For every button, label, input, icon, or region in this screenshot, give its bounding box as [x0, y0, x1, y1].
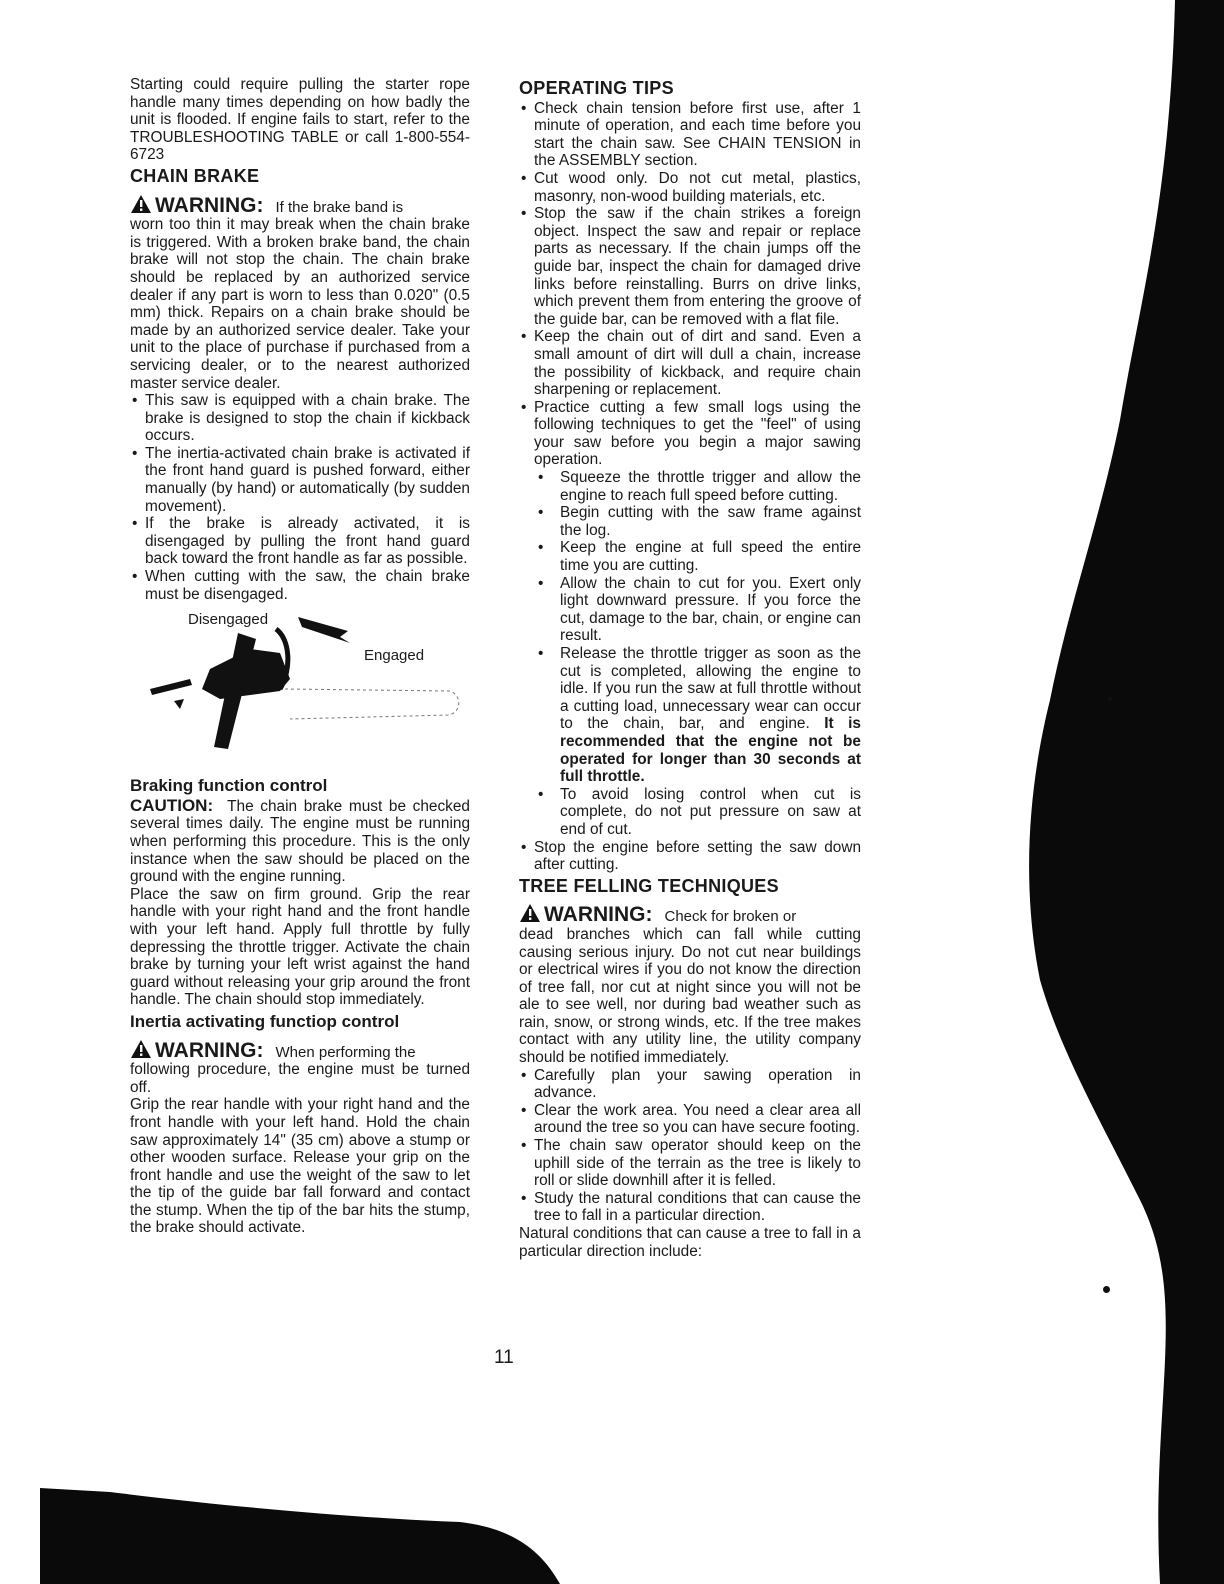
- chainsaw-illustration: [130, 609, 470, 769]
- operating-bullets: [519, 100, 861, 469]
- release-bold: It is recommended that the engine not be operated for longer than 30 seconds at full throttle.: [560, 715, 861, 786]
- scan-dot: [1103, 1286, 1110, 1293]
- scan-dot-small: [1108, 697, 1112, 701]
- chain-brake-heading: CHAIN BRAKE: [130, 165, 260, 186]
- warning-body: dead branches which can fall while cutting causing serious injury. Do not cut near buildings or electrical wires if you do not know the direction of tree fall, nor cut at night since you will not be ale to see well, nor during bad weather such as rain, snow, or strong winds, etc. If the tree makes contact with any utility line, the utility company should be notified immediately.: [519, 925, 861, 1067]
- list-item: • Keep the chain out of dirt and sand. Even a small amount of dirt will dull a chain, increase the possibility of kickback, and require chain sharpening or replacement.: [519, 328, 861, 398]
- warning-triangle-icon: [519, 903, 541, 923]
- intro-paragraph: Starting could require pulling the starter rope handle many times depending on how badly the unit is flooded. If engine fails to start, refer to the TROUBLESHOOTING TABLE or call 1-800-554-6723: [130, 76, 470, 164]
- list-item: • Study the natural conditions that can cause the tree to fall in a particular direction.: [519, 1190, 861, 1225]
- warning-inertia: [130, 1039, 470, 1062]
- grip-paragraph: Grip the rear handle with your right hand and the front handle with your left hand. Hold the chain saw approximately 14" (35 cm) above a stump or other wooden surface. Release your grip on the front handle and use the weight of the saw to let the tip of the guide bar fall forward and contact the stump. When the tip of the bar hits the stump, the brake should activate.: [130, 1096, 470, 1237]
- inertia-heading: Inertia activating functiop control: [130, 1011, 400, 1031]
- caution-body: The chain brake must be checked several times daily. The engine must be running when performing this procedure. This is the only instance when the saw should be placed on the ground with the engine running.: [130, 797, 470, 886]
- right-column: [519, 76, 861, 1260]
- list-item: • Check chain tension before first use, after 1 minute of operation, and each time before you start the chain saw. See CHAIN TENSION in the ASSEMBLY section.: [519, 100, 861, 170]
- list-item: • Practice cutting a few small logs using the following techniques to get the "feel" of using your saw before you begin a major sawing operation.: [519, 399, 861, 469]
- arrow-icon: [298, 617, 350, 643]
- stop-bullet: [519, 839, 861, 874]
- scan-edge-bottom: [40, 1488, 560, 1584]
- technique-sub-bullets: [535, 469, 861, 838]
- warning-lead: If the brake band is: [275, 198, 404, 216]
- list-item: • The chain saw operator should keep on the uphill side of the terrain as the tree is likely to roll or slide downhill after it is felled.: [519, 1137, 861, 1190]
- list-item: • If the brake is already activated, it is disengaged by pulling the front hand guard back toward the front handle as far as possible.: [130, 515, 470, 568]
- warning-lead: When performing the: [275, 1043, 416, 1061]
- braking-heading: Braking function control: [130, 776, 328, 796]
- chain-brake-bullets: [130, 392, 470, 603]
- release-text: Release the throttle trigger as soon as the cut is completed, allowing the engine to idle. If you run the saw at full throttle without a cutting load, unnecessary wear can occur to the chain, bar, and engine.: [560, 645, 861, 733]
- warning-chain-brake: [130, 194, 470, 217]
- list-item: • When cutting with the saw, the chain brake must be disengaged.: [130, 568, 470, 603]
- guide-bar: [285, 689, 459, 719]
- scan-edge-right: [1000, 0, 1224, 1584]
- list-item: • Keep the engine at full speed the entire time you are cutting.: [535, 539, 861, 574]
- list-item: • To avoid losing control when cut is complete, do not put pressure on saw at end of cut.: [535, 786, 861, 839]
- list-item: • This saw is equipped with a chain brake. The brake is designed to stop the chain if kickback occurs.: [130, 392, 470, 445]
- warning-body: worn too thin it may break when the chain brake is triggered. With a broken brake band, the chain brake will not stop the chain. The chain brake should be replaced by an authorized service dealer if any part is worn to less than 0.020" (0.5 mm) thick. Repairs on a chain brake should be made by an authorized service dealer. Take your unit to the place of purchase if purchased from a servicing dealer, or to the nearest authorized master service dealer.: [130, 216, 470, 392]
- list-item: • Squeeze the throttle trigger and allow the engine to reach full speed before cutting.: [535, 469, 861, 504]
- warning-lead: Check for broken or: [664, 908, 797, 926]
- warning-triangle-icon: [130, 194, 152, 214]
- page-number: 11: [494, 1347, 514, 1368]
- warning-triangle-icon: [130, 1039, 152, 1059]
- list-item: • Cut wood only. Do not cut metal, plastics, masonry, non-wood building materials, etc.: [519, 170, 861, 205]
- chain-brake-figure: [130, 609, 470, 769]
- list-item: • Stop the engine before setting the saw down after cutting.: [519, 839, 861, 874]
- warning-tree-felling: [519, 903, 861, 926]
- caution-paragraph: [130, 797, 470, 886]
- place-paragraph: Place the saw on firm ground. Grip the rear handle with your right hand and the front handle with your left hand. Apply full throttle by fully depressing the throttle trigger. Activate the chain brake by turning your left wrist against the hand guard without releasing your grip around the front handle. The chain should stop immediately.: [130, 885, 470, 1009]
- warning-body: following procedure, the engine must be turned off.: [130, 1061, 470, 1096]
- disengaged-label: Disengaged: [188, 611, 269, 629]
- left-column: [130, 76, 470, 1237]
- warning-label: WARNING:: [155, 1038, 264, 1062]
- list-item: • The inertia-activated chain brake is activated if the front hand guard is pushed forward, either manually (by hand) or automatically (by sudden movement).: [130, 445, 470, 515]
- felling-bullets: [519, 1067, 861, 1225]
- list-item: • Begin cutting with the saw frame against the log.: [535, 504, 861, 539]
- list-item: • Stop the saw if the chain strikes a foreign object. Inspect the saw and repair or replace parts as necessary. If the chain jumps off the guide bar, inspect the chain for damaged drive links before reinstalling. Burrs on drive links, which prevent them from entering the groove of the guide bar, can be removed with a flat file.: [519, 205, 861, 328]
- list-item: [535, 645, 861, 786]
- list-item: • Carefully plan your sawing operation in advance.: [519, 1067, 861, 1102]
- list-item: • Clear the work area. You need a clear area all around the tree so you can have secure footing.: [519, 1102, 861, 1137]
- list-item: • Allow the chain to cut for you. Exert only light downward pressure. If you force the cut, damage to the bar, chain, or engine can result.: [535, 575, 861, 645]
- final-paragraph: Natural conditions that can cause a tree to fall in a particular direction include:: [519, 1225, 861, 1260]
- warning-label: WARNING:: [155, 193, 264, 217]
- caution-label: CAUTION:: [130, 795, 214, 815]
- tree-felling-heading: TREE FELLING TECHNIQUES: [519, 875, 779, 896]
- engaged-label: Engaged: [364, 647, 425, 665]
- operating-tips-heading: OPERATING TIPS: [519, 78, 674, 98]
- warning-label: WARNING:: [544, 903, 653, 927]
